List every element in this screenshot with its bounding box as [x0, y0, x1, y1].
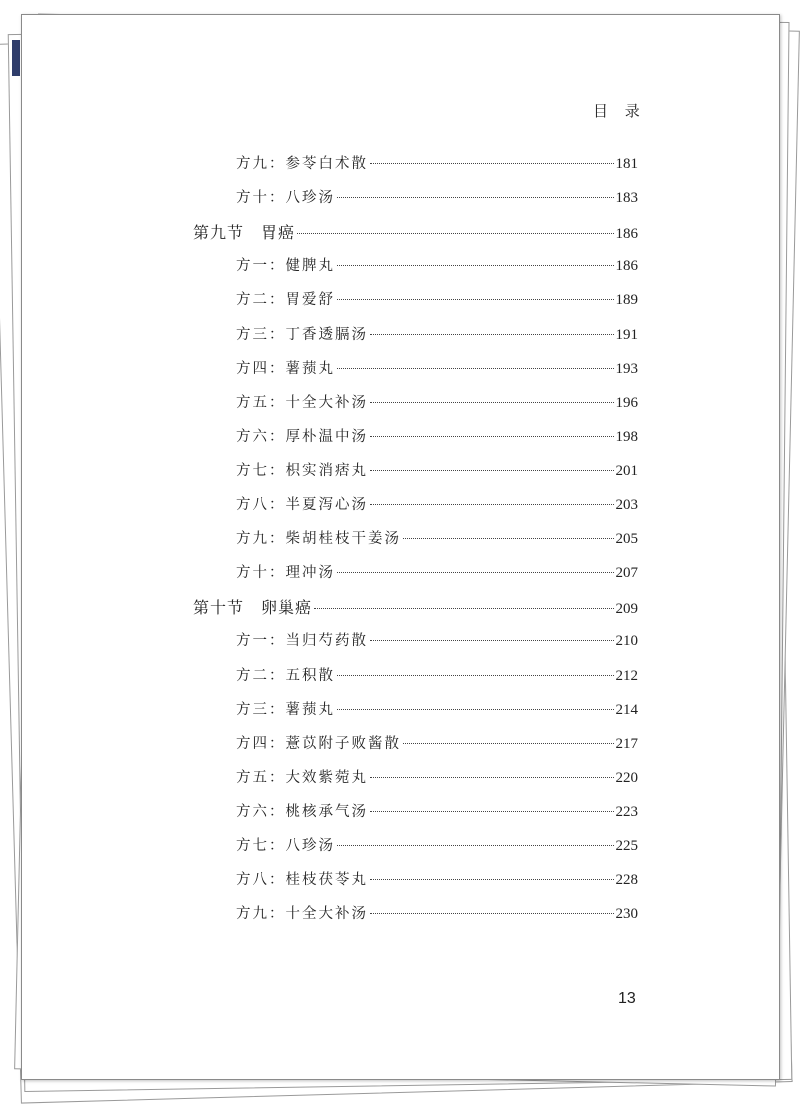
dot-leader — [314, 608, 613, 609]
toc-label: 方三：丁香透膈汤 — [236, 326, 368, 343]
dot-leader — [370, 163, 614, 164]
toc-page-number: 193 — [615, 360, 638, 377]
toc-entry — [236, 425, 638, 449]
toc-page-number: 203 — [615, 497, 638, 513]
toc-page-number: 228 — [615, 872, 638, 889]
toc-label: 方十：理冲汤 — [236, 565, 335, 582]
dot-leader — [337, 368, 614, 369]
toc-entry — [236, 766, 638, 790]
toc-label: 方四：薏苡附子败酱散 — [236, 735, 401, 752]
toc-entry — [236, 561, 638, 585]
toc-label: 方五：大效紫菀丸 — [236, 769, 368, 786]
toc-label: 方八：半夏泻心汤 — [236, 497, 368, 513]
toc-entry — [236, 357, 638, 381]
toc-entry — [236, 698, 638, 722]
dot-leader — [403, 538, 614, 539]
toc-page-number: 201 — [615, 462, 638, 479]
toc-label: 方五：十全大补汤 — [236, 394, 368, 411]
toc-label: 方四：薯蓣丸 — [236, 360, 335, 377]
dot-leader — [337, 675, 614, 676]
dot-leader — [370, 436, 614, 437]
toc-page-number: 186 — [615, 226, 638, 243]
dot-leader — [337, 709, 614, 710]
toc-label: 方一：当归芍药散 — [236, 633, 368, 650]
dot-leader — [370, 777, 614, 778]
page-header-title: 目 录 — [593, 102, 646, 120]
toc-entry — [236, 868, 638, 892]
dot-leader — [403, 743, 614, 744]
toc-entry — [236, 186, 638, 210]
toc-entry — [236, 459, 638, 483]
toc-page-number: 220 — [615, 769, 638, 786]
dot-leader — [370, 640, 614, 641]
page-number: 13 — [618, 990, 636, 1007]
dot-leader — [337, 572, 614, 573]
toc-entry — [236, 152, 638, 176]
toc-entry — [236, 629, 638, 653]
dot-leader — [337, 845, 614, 846]
toc-page-number: 212 — [615, 667, 638, 684]
dot-leader — [337, 299, 614, 300]
toc-section-heading — [193, 595, 638, 619]
toc-label: 方九：参苓白术散 — [236, 156, 368, 172]
toc-entry — [236, 800, 638, 824]
toc-entry — [236, 902, 638, 926]
toc-page-number: 207 — [615, 565, 638, 582]
toc-label: 方二：胃爱舒 — [236, 292, 335, 309]
dot-leader — [370, 470, 614, 471]
toc-page-number: 209 — [615, 601, 638, 618]
dot-leader — [370, 504, 614, 505]
toc-page-number: 214 — [615, 701, 638, 718]
toc-entry — [236, 323, 638, 347]
toc-label: 方六：桃核承气汤 — [236, 803, 368, 820]
toc-entry — [236, 664, 638, 688]
toc-label: 方六：厚朴温中汤 — [236, 428, 368, 445]
toc-page-number: 205 — [615, 531, 638, 548]
toc-label: 方九：十全大补汤 — [236, 906, 368, 923]
toc-page-number: 196 — [615, 394, 638, 411]
toc-label: 方二：五积散 — [236, 667, 335, 684]
toc-page-number: 217 — [615, 735, 638, 752]
cover-edge — [12, 40, 20, 76]
dot-leader — [370, 879, 614, 880]
toc-label: 方七：枳实消痞丸 — [236, 462, 368, 479]
toc-page-number: 198 — [615, 428, 638, 445]
toc-label: 方十：八珍汤 — [236, 190, 335, 207]
dot-leader — [370, 811, 614, 812]
toc-label: 方八：桂枝茯苓丸 — [236, 872, 368, 889]
toc-page-number: 181 — [615, 156, 638, 172]
toc-page-number: 225 — [615, 838, 638, 854]
dot-leader — [370, 402, 614, 403]
toc-page-number: 186 — [615, 258, 638, 275]
toc-page-number: 189 — [615, 292, 638, 309]
toc-label: 方一：健脾丸 — [236, 258, 335, 275]
toc-label: 方三：薯蓣丸 — [236, 701, 335, 718]
dot-leader — [297, 233, 613, 234]
toc-entry — [236, 732, 638, 756]
toc-label: 方七：八珍汤 — [236, 838, 335, 854]
toc-page-number: 183 — [615, 190, 638, 207]
dot-leader — [337, 265, 614, 266]
toc-entry — [236, 254, 638, 278]
toc-entry — [236, 391, 638, 415]
dot-leader — [337, 197, 614, 198]
toc-label: 第十节 卵巢癌 — [193, 598, 313, 618]
dot-leader — [370, 913, 614, 914]
toc-entry — [236, 288, 638, 312]
toc-page-number: 230 — [615, 906, 638, 923]
toc-entry — [236, 493, 638, 517]
toc-page-number: 191 — [615, 326, 638, 343]
toc-label: 方九：柴胡桂枝干姜汤 — [236, 531, 401, 548]
toc-section-heading — [193, 220, 638, 244]
toc-page-number: 223 — [615, 803, 638, 820]
toc-entry — [236, 834, 638, 858]
dot-leader — [370, 334, 614, 335]
toc-page-number: 210 — [615, 633, 638, 650]
toc-label: 第九节 胃癌 — [193, 223, 296, 243]
toc-entry — [236, 527, 638, 551]
